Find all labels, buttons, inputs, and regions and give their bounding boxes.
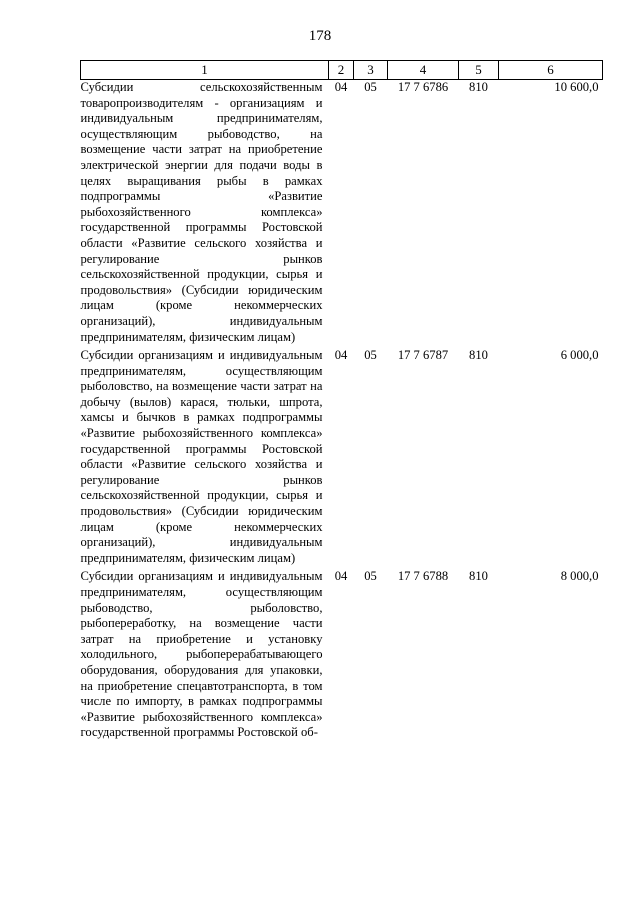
table-body [81, 80, 603, 741]
table-row [81, 80, 603, 346]
row-subsection: 05 [364, 569, 377, 584]
budget-table [80, 60, 603, 741]
row-section: 04 [334, 569, 348, 584]
header-col-6: 6 [499, 61, 603, 80]
row-description: Субсидии сельскохозяйственным товаропроизводителям - организациям и индивидуальным предпринимателям, осуществляющим рыбоводство, на возмещение части затрат на приобретение электрической энергии для подачи воды в целях выращивания рыбы в рамках подпрограммы «Развитие рыбохозяйственного комплекса» государственной программы Ростовской области «Развитие сельского хозяйства и регулирование рынков сельскохозяйственной продукции, сырья и продовольствия» (Субсидии юридическим лицам (кроме некоммерческих организаций), индивидуальным предпринимателям, физическим лицам) [80, 80, 323, 344]
row-section: 04 [334, 348, 348, 363]
table-row [81, 566, 603, 741]
header-col-3: 3 [354, 61, 388, 80]
header-col-4: 4 [388, 61, 459, 80]
row-expense-type: 810 [469, 348, 488, 363]
row-section: 04 [334, 80, 348, 94]
header-col-1: 1 [81, 61, 329, 80]
page-number: 178 [308, 28, 332, 44]
row-target-code: 17 7 6788 [397, 569, 449, 584]
row-amount: 6 000,0 [560, 348, 599, 363]
row-amount: 10 600,0 [554, 80, 599, 94]
table-header [81, 61, 603, 80]
row-description: Субсидии организациям и индивидуальным предпринимателям, осуществляющим рыболовство, на возмещение части затрат на добычу (вылов) карася, тюльки, шпрота, хамсы и бычков в рамках подпрограммы «Развитие рыбохозяйственного комплекса» государственной программы Ростовской области «Развитие сельского хозяйства и регулирование рынков сельскохозяйственной продукции, сырья и продовольствия» (Субсидии юридическим лицам (кроме некоммерческих организаций), индивидуальным предпринимателям, физическим лицам) [80, 348, 323, 565]
row-amount: 8 000,0 [560, 569, 599, 584]
row-target-code: 17 7 6786 [397, 80, 449, 94]
row-subsection: 05 [364, 348, 377, 363]
header-row [81, 61, 603, 80]
header-col-5: 5 [459, 61, 499, 80]
header-col-2: 2 [329, 61, 354, 80]
row-subsection: 05 [364, 80, 377, 94]
row-expense-type: 810 [469, 569, 488, 584]
row-description: Субсидии организациям и индивидуальным предпринимателям, осуществляющим рыбоводство, рыболовство, рыбопереработку, на возмещение части затрат на приобретение и установку холодильного, рыбоперерабатывающего оборудования, оборудования для упаковки, на приобретение спецавтотранспорта, в том числе по импорту, в рамках подпрограммы «Развитие рыбохозяйственного комплекса» государственной программы Ростовской об- [80, 569, 323, 740]
table-row [81, 345, 603, 566]
row-expense-type: 810 [469, 80, 488, 94]
row-target-code: 17 7 6787 [397, 348, 449, 363]
